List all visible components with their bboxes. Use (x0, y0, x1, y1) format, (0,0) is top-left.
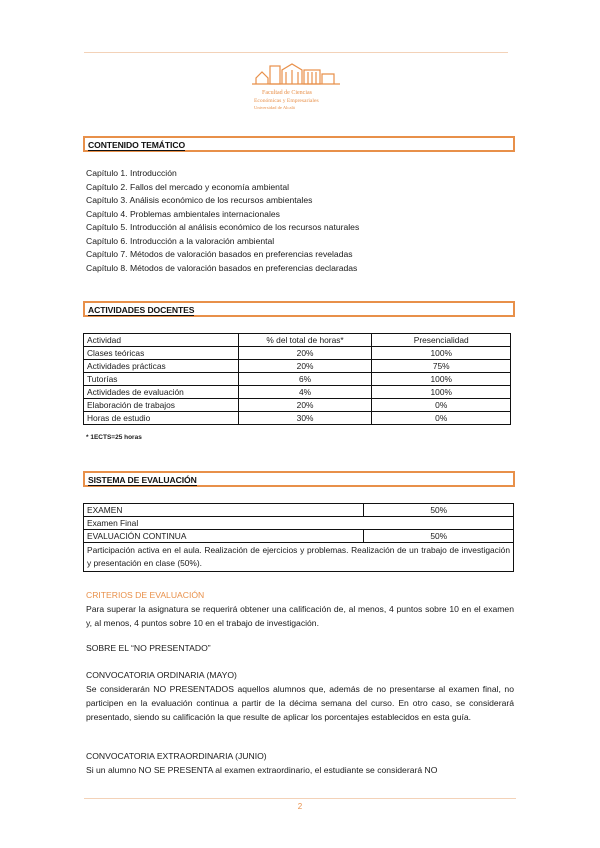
continua-description: Participación activa en el aula. Realización de ejercicios y problemas. Realización de un trabajo de investigación y presentación en clase (50%). (84, 543, 514, 572)
extraordinaria-title: CONVOCATORIA EXTRAORDINARIA (JUNIO) (86, 751, 267, 761)
ects-note: * 1ECTS=25 horas (86, 434, 142, 441)
evaluation-table (83, 503, 514, 572)
examen-pct: 50% (364, 504, 514, 517)
table-header-cell: Presencialidad (372, 334, 511, 347)
table-row (84, 530, 514, 543)
continua-pct: 50% (364, 530, 514, 543)
chapter-item: Capítulo 7. Métodos de valoración basados en preferencias reveladas (86, 249, 353, 259)
logo-line-2: Económicas y Empresariales (254, 98, 319, 104)
examen-label: EXAMEN (84, 504, 364, 517)
chapter-item: Capítulo 4. Problemas ambientales internacionales (86, 208, 280, 219)
table-row (84, 412, 511, 425)
table-row (84, 373, 511, 386)
table-cell: 20% (238, 347, 372, 360)
section-actividades-title: ACTIVIDADES DOCENTES (88, 305, 195, 315)
ordinaria-text: Se considerarán NO PRESENTADOS aquellos alumnos que, además de no presentarse al examen final, no participen en la evaluación continua a partir de la décima semana del curso. En otro caso, se considerará presentado, siendo su calificación la que resulte de aplicar los porcentajes establecidos en esta guía. (86, 684, 514, 722)
table-cell: Actividades de evaluación (84, 386, 239, 399)
ordinaria-title: CONVOCATORIA ORDINARIA (MAYO) (86, 670, 237, 680)
table-row (84, 504, 514, 517)
chapter-item: Capítulo 5. Introducción al análisis económico de los recursos naturales (86, 222, 360, 232)
chapter-item: Capítulo 8. Métodos de valoración basados en preferencias declaradas (86, 262, 358, 273)
footer-rule (84, 798, 516, 799)
section-actividades-heading (83, 301, 515, 317)
header-rule (84, 52, 508, 53)
table-cell: Actividades prácticas (84, 360, 239, 373)
table-cell: 0% (372, 412, 511, 425)
table-header-row (84, 334, 511, 347)
table-cell: 100% (372, 386, 511, 399)
table-cell: 30% (238, 412, 372, 425)
no-presentado-title: SOBRE EL “NO PRESENTADO” (86, 643, 211, 653)
table-cell: Elaboración de trabajos (84, 399, 239, 412)
table-cell: Tutorías (84, 373, 239, 386)
chapter-item: Capítulo 3. Análisis económico de los recursos ambientales (86, 195, 313, 205)
table-cell: 20% (238, 360, 372, 373)
chapter-item: Capítulo 6. Introducción a la valoración ambiental (86, 235, 275, 246)
chapter-list (86, 167, 359, 275)
table-cell: 20% (238, 399, 372, 412)
section-evaluacion-title: SISTEMA DE EVALUACIÓN (88, 475, 197, 485)
chapter-item: Capítulo 1. Introducción (86, 168, 177, 178)
table-cell: 100% (372, 347, 511, 360)
table-cell: Clases teóricas (84, 347, 239, 360)
table-row (84, 399, 511, 412)
activities-table (83, 333, 511, 425)
section-contenido-title: CONTENIDO TEMÁTICO (88, 140, 186, 150)
table-cell: 4% (238, 386, 372, 399)
table-row (84, 360, 511, 373)
section-contenido-heading (83, 136, 515, 152)
logo-line-3: Universidad de Alcalá (254, 105, 295, 110)
table-row (84, 517, 514, 530)
table-cell: Horas de estudio (84, 412, 239, 425)
page-number: 2 (297, 802, 303, 811)
table-row (84, 386, 511, 399)
table-header-cell: Actividad (84, 334, 239, 347)
table-cell: 100% (372, 373, 511, 386)
table-header-cell: % del total de horas* (238, 334, 372, 347)
criterios-title: CRITERIOS DE EVALUACIÓN (86, 590, 205, 600)
continua-label: EVALUACIÓN CONTINUA (84, 530, 364, 543)
section-evaluacion-heading (83, 471, 515, 487)
examen-final: Examen Final (84, 517, 514, 530)
table-row (84, 543, 514, 572)
faculty-logo (248, 60, 348, 120)
table-cell: 75% (372, 360, 511, 373)
extraordinaria-text: Si un alumno NO SE PRESENTA al examen extraordinario, el estudiante se considerará NO (86, 765, 438, 775)
logo-line-1: Facultad de Ciencias (262, 90, 312, 96)
table-cell: 0% (372, 399, 511, 412)
criterios-text: Para superar la asignatura se requerirá obtener una calificación de, al menos, 4 puntos sobre 10 en el examen y, al menos, 4 puntos sobre 10 en el trabajo de investigación. (86, 604, 514, 628)
table-row (84, 347, 511, 360)
table-cell: 6% (238, 373, 372, 386)
chapter-item: Capítulo 2. Fallos del mercado y economía ambiental (86, 181, 290, 192)
